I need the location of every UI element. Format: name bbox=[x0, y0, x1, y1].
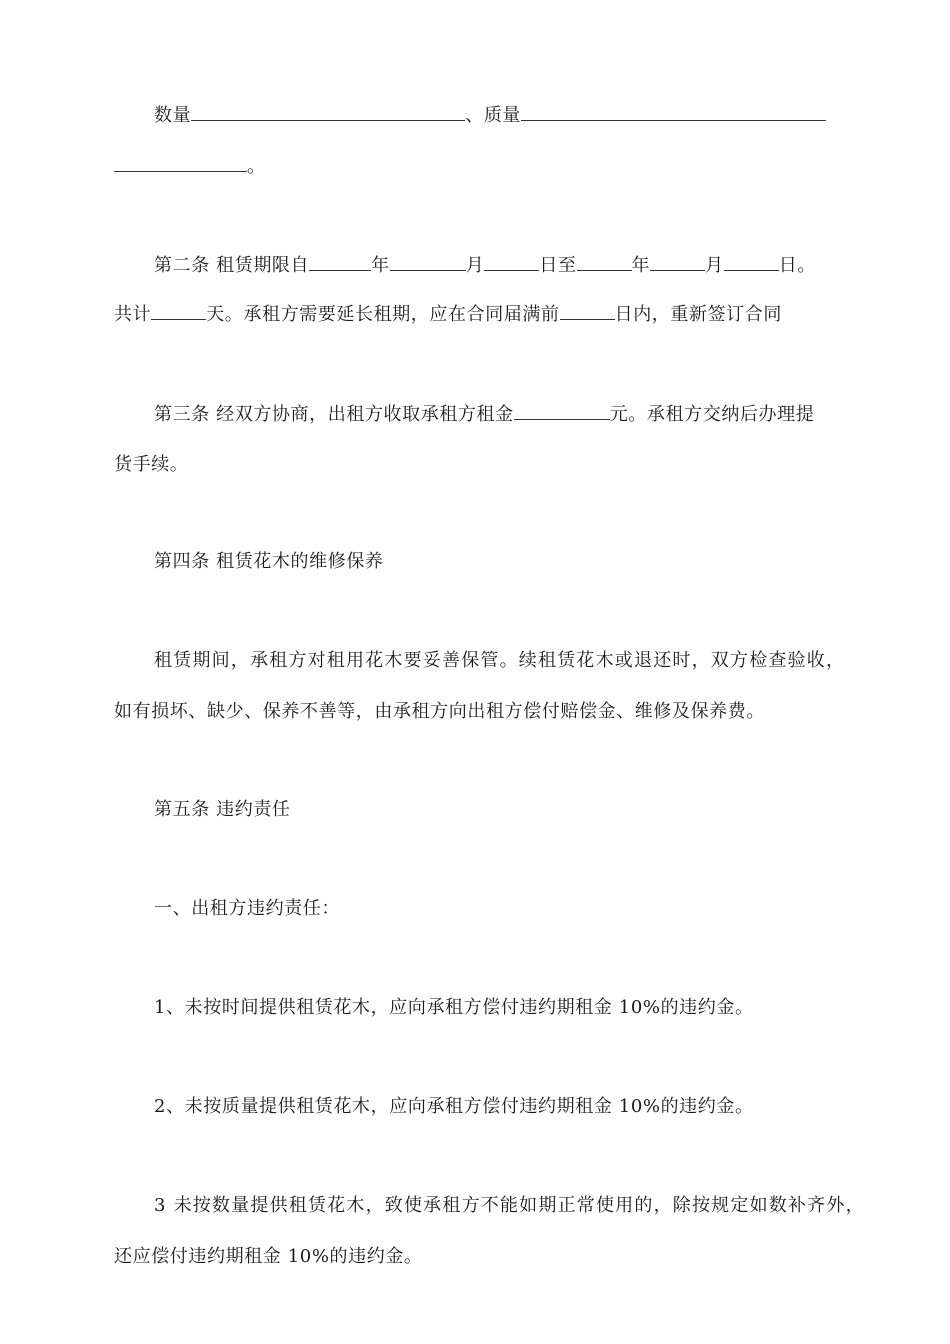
year-label: 年 bbox=[631, 255, 651, 276]
quality-blank bbox=[521, 102, 826, 121]
month-label: 月 bbox=[465, 255, 485, 276]
clause5-sub1: 一、出租方违约责任： bbox=[154, 898, 340, 919]
clause2-text: 天。承租方需要延长租期，应在合同届满前 bbox=[206, 304, 560, 325]
clause4-para-line1: 租赁期间，承租方对租用花木要妥善保管。续租赁花木或退还时，双方检查验收， bbox=[154, 650, 846, 671]
clause5-item3-line2: 还应偿付违约期租金 10%的违约金。 bbox=[114, 1246, 423, 1267]
start-month-blank bbox=[390, 252, 466, 271]
clause2-text-end: 日内，重新签订合同 bbox=[614, 304, 783, 325]
day-end-label: 日。 bbox=[778, 255, 816, 276]
end-day-blank bbox=[724, 252, 779, 271]
quality-continuation-line bbox=[114, 153, 266, 180]
start-year-blank bbox=[309, 252, 371, 271]
clause2-line2 bbox=[114, 301, 782, 328]
quantity-blank bbox=[191, 102, 465, 121]
end-mark: 。 bbox=[247, 156, 266, 177]
clause5-item3-line1: 3 未按数量提供租赁花木，致使承租方不能如期正常使用的，除按规定如数补齐外， bbox=[154, 1195, 865, 1216]
quantity-label: 数量 bbox=[154, 105, 192, 126]
clause3-line2: 货手续。 bbox=[114, 454, 189, 475]
quality-label: 质量 bbox=[483, 105, 522, 126]
renewal-days-blank bbox=[560, 301, 615, 320]
rent-amount-blank bbox=[514, 401, 610, 420]
clause4-para-line2: 如有损坏、缺少、保养不善等，由承租方向出租方偿付赔偿金、维修及保养费。 bbox=[114, 701, 765, 722]
clause5-title: 第五条 违约责任 bbox=[154, 799, 291, 820]
clause3-text: 元。承租方交纳后办理提 bbox=[609, 404, 815, 425]
clause5-item1: 1、未按时间提供租赁花木，应向承租方偿付违约期租金 10%的违约金。 bbox=[154, 997, 754, 1018]
clause2-line1 bbox=[154, 252, 816, 279]
start-day-blank bbox=[484, 252, 539, 271]
end-month-blank bbox=[650, 252, 705, 271]
clause4-title: 第四条 租赁花木的维修保养 bbox=[154, 551, 384, 572]
clause2-lead: 第二条 租赁期限自 bbox=[154, 255, 310, 276]
year-label: 年 bbox=[371, 255, 390, 276]
total-label: 共计 bbox=[114, 304, 152, 325]
clause5-item2: 2、未按质量提供租赁花木，应向承租方偿付违约期租金 10%的违约金。 bbox=[154, 1096, 754, 1117]
total-days-blank bbox=[151, 301, 206, 320]
quality-blank-continued bbox=[114, 153, 247, 172]
separator: 、 bbox=[465, 105, 484, 126]
end-year-blank bbox=[577, 252, 632, 271]
day-to-label: 日至 bbox=[539, 255, 577, 276]
clause3-line1 bbox=[154, 401, 814, 428]
quantity-quality-line bbox=[154, 102, 826, 129]
clause3-lead: 第三条 经双方协商，出租方收取承租方租金 bbox=[154, 404, 514, 425]
month-label: 月 bbox=[705, 255, 724, 276]
